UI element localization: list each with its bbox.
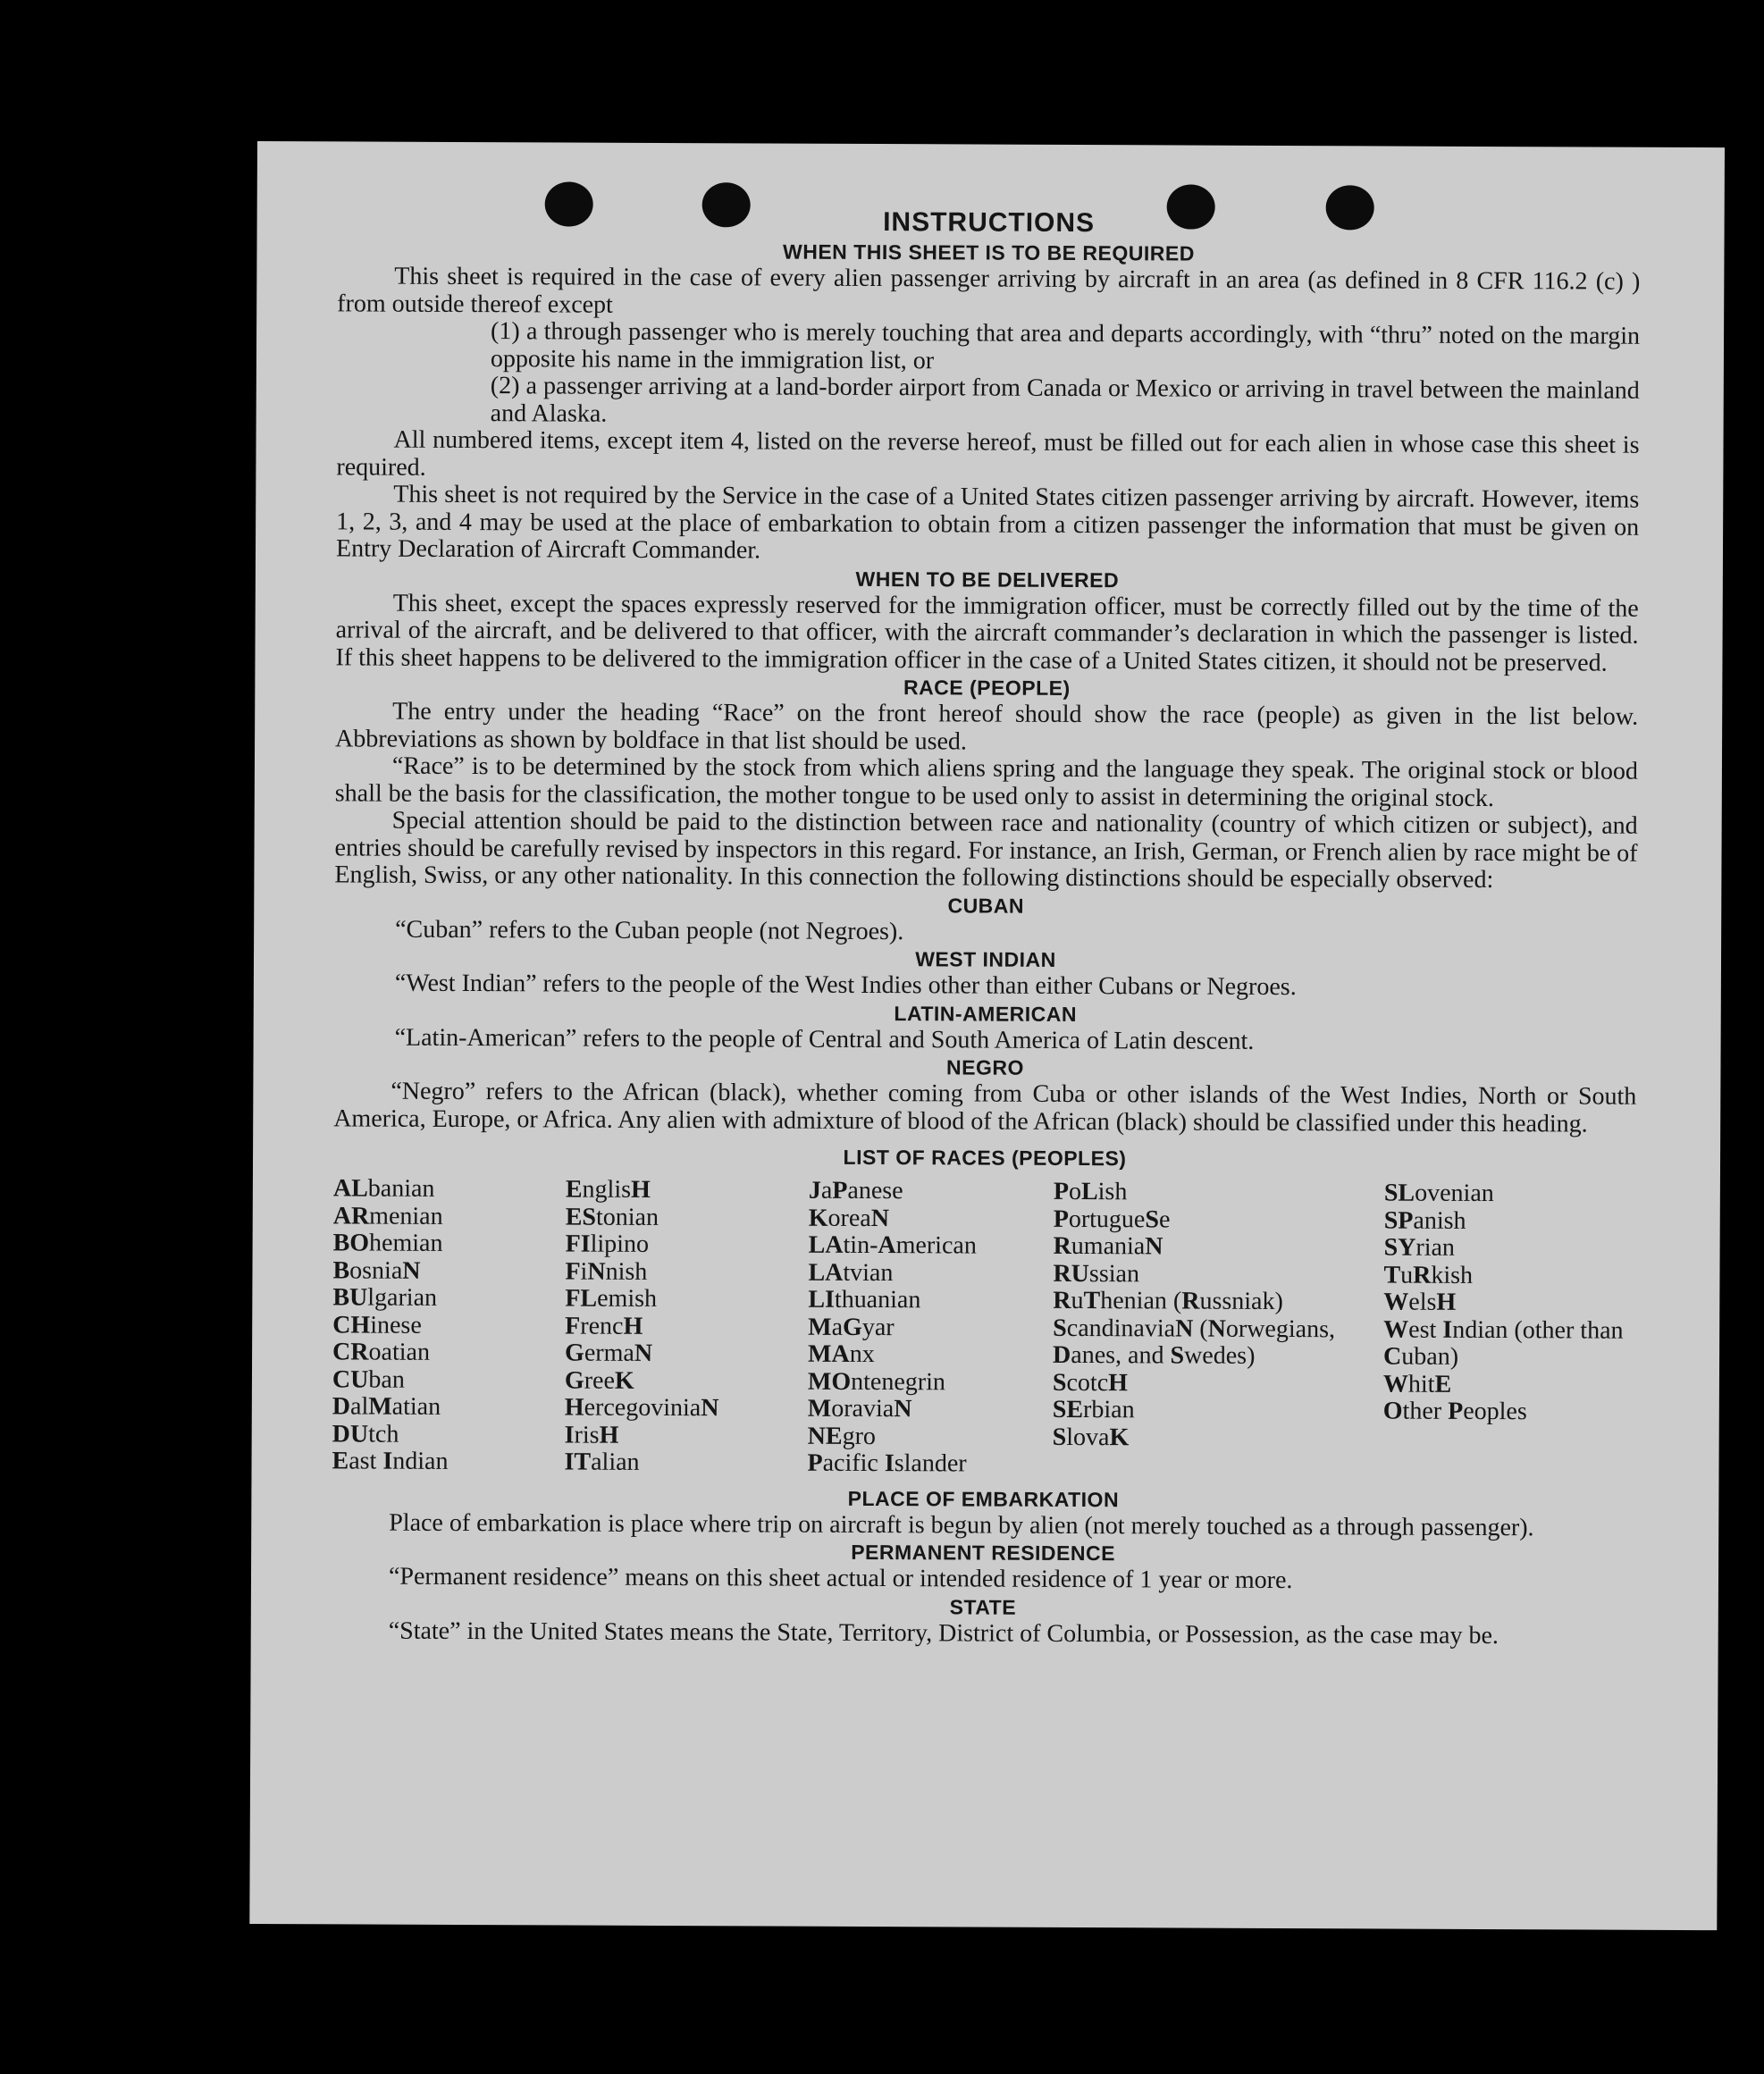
race-column <box>1052 1179 1383 1480</box>
race-entry: KoreaN <box>808 1204 890 1232</box>
race-entry: JaPanese <box>808 1176 903 1205</box>
race-entry: FLemish <box>565 1284 658 1313</box>
paragraph: “Permanent residence” means on this sheet actual or intended residence of 1 year or more. <box>388 1562 1293 1595</box>
race-entry: DUtch <box>332 1419 399 1448</box>
paragraph: “Negro” refers to the African (black), whether coming from Cuba or other islands of the West Indies, North or South America, Europe, or Africa. Any alien with admixture of blood of the African (black) should be classified under this heading. <box>333 1077 1637 1138</box>
race-entry: RuThenian (Russniak) <box>1053 1286 1283 1316</box>
race-entry: East Indian <box>332 1447 449 1475</box>
definition: “Latin-American” refers to the people of Central and South America of Latin descent. <box>394 1023 1255 1055</box>
race-entry: SErbian <box>1052 1395 1135 1424</box>
race-entry: West Indian (other than Cuban) <box>1383 1315 1624 1371</box>
race-entry: BUlgarian <box>332 1283 438 1312</box>
race-entry: MAnx <box>808 1339 875 1369</box>
paragraph: “Race” is to be determined by the stock from which aliens spring and the language they speak. The original stock or blood shall be the basis for the classification, the mother tongue to be used only to assist in determining the original stock. <box>334 752 1639 812</box>
race-entry: BOhemian <box>332 1229 443 1257</box>
race-entry: RUssian <box>1053 1259 1140 1288</box>
race-entry: SlovaK <box>1052 1423 1130 1451</box>
race-entry: FIlipino <box>565 1230 650 1258</box>
paragraph: “State” in the United States means the State, Territory, District of Columbia, or Possession, as the case may be. <box>388 1616 1499 1650</box>
race-entry: CRoatian <box>332 1338 431 1366</box>
race-entry: PortugueSe <box>1053 1205 1171 1233</box>
race-entry: GreeK <box>564 1366 634 1395</box>
race-entry: ScandinaviaN (Norwegians, Danes, and Swedes) <box>1053 1314 1336 1370</box>
race-entry: ALbanian <box>332 1174 435 1203</box>
paragraph: This sheet is not required by the Service in the case of a United States citizen passenger arriving by aircraft. However, items 1, 2, 3, and 4 may be used at the place of embarkation to obtain from a citizen passenger the information that must be given on Entry Declaration of Aircraft Commander. <box>335 480 1640 565</box>
race-entry: FiNnish <box>565 1257 648 1286</box>
race-entry: MoraviaN <box>807 1394 912 1423</box>
paragraph: Special attention should be paid to the distinction between race and nationality (country of which citizen or subject), and entries should be carefully revised by inspectors in this regard. For instance, an Irish, German, or French alien by race might be of English, Swiss, or any other nationality. In this connection the following distinctions should be especially observed: <box>334 806 1638 894</box>
race-entry: LAtin-American <box>808 1230 977 1260</box>
section-heading: CUBAN <box>947 893 1025 918</box>
race-list <box>332 1175 1635 1481</box>
race-entry: ARmenian <box>332 1201 443 1230</box>
race-entry: GermaN <box>565 1339 653 1367</box>
section-heading: WHEN THIS SHEET IS TO BE REQUIRED <box>783 239 1195 265</box>
race-entry: EStonian <box>565 1203 659 1231</box>
race-entry: WhitE <box>1382 1370 1452 1398</box>
race-entry: Other Peoples <box>1382 1397 1527 1426</box>
page-title: INSTRUCTIONS <box>883 207 1096 239</box>
section-heading: WHEN TO BE DELIVERED <box>855 567 1120 592</box>
race-entry: FrencH <box>565 1312 643 1340</box>
paragraph: The entry under the heading “Race” on the front hereof should show the race (people) as given in the list below. Abbreviations as shown by boldface in that list should be used. <box>335 697 1639 755</box>
race-entry: TuRkish <box>1383 1261 1474 1289</box>
race-entry: MOntenegrin <box>807 1367 946 1396</box>
paragraph: Place of embarkation is place where trip on aircraft is begun by alien (not merely touched as a through passenger). <box>389 1508 1534 1541</box>
exception-item: (1) a through passenger who is merely touching that area and departs accordingly, with “thru” noted on the margin opposite his name in the immigration list, or <box>490 317 1641 374</box>
race-entry: PoLish <box>1053 1177 1128 1206</box>
races-heading: LIST OF RACES (PEOPLES) <box>843 1145 1127 1171</box>
race-entry: IrisH <box>564 1421 619 1449</box>
race-entry: WelsH <box>1383 1288 1457 1316</box>
section-heading: STATE <box>949 1594 1017 1619</box>
race-entry: HercegoviniaN <box>564 1393 719 1423</box>
document-sheet <box>249 141 1725 1930</box>
section-heading: LATIN-AMERICAN <box>894 1001 1078 1026</box>
race-entry: BosniaN <box>332 1255 421 1285</box>
section-heading: WEST INDIAN <box>915 947 1056 971</box>
exception-item: (2) a passenger arriving at a land-border airport from Canada or Mexico or arriving in travel between the mainland and Alaska. <box>490 372 1640 428</box>
race-column <box>332 1175 565 1476</box>
race-entry: LIthuanian <box>808 1285 921 1314</box>
race-entry: NEgro <box>807 1422 877 1450</box>
race-entry: Pacific Islander <box>807 1448 967 1478</box>
instructions-content <box>332 204 1641 1650</box>
race-entry: CHinese <box>332 1310 422 1339</box>
race-entry: CUban <box>332 1364 405 1394</box>
section-heading: PLACE OF EMBARKATION <box>847 1486 1120 1511</box>
section-heading: PERMANENT RESIDENCE <box>851 1540 1116 1566</box>
race-entry: EnglisH <box>565 1175 651 1204</box>
race-entry: LAtvian <box>808 1258 894 1287</box>
paragraph: This sheet is required in the case of every alien passenger arriving by aircraft in an area (as defined in 8 CFR 116.2 (c) ) from outside thereof except <box>337 262 1641 319</box>
race-entry: ScotcH <box>1052 1368 1129 1397</box>
race-entry: SYrian <box>1383 1233 1456 1262</box>
definition: “West Indian” refers to the people of the West Indies other than either Cubans or Negroes. <box>394 969 1297 1002</box>
race-entry: SPanish <box>1383 1206 1466 1235</box>
section-heading: NEGRO <box>946 1055 1024 1079</box>
paragraph: This sheet, except the spaces expressly reserved for the immigration officer, must be correctly filled out by the time of the arrival of the aircraft, and be delivered to that officer, with the aircraft commander’s declaration in which the passenger is listed. If this sheet happens to be delivered to the immigration officer in the case of a United States citizen, it should not be preserved. <box>335 589 1639 677</box>
section-heading: RACE (PEOPLE) <box>903 676 1071 700</box>
race-entry: RumaniaN <box>1053 1231 1163 1261</box>
race-entry: DalMatian <box>332 1392 441 1421</box>
race-column <box>564 1177 808 1478</box>
race-column <box>807 1178 1053 1479</box>
race-column <box>1382 1180 1635 1482</box>
race-entry: ITalian <box>564 1448 640 1476</box>
race-entry: MaGyar <box>808 1313 895 1341</box>
race-entry: SLovenian <box>1383 1179 1494 1208</box>
paragraph: All numbered items, except item 4, listed on the reverse hereof, must be filled out for each alien in whose case this sheet is required. <box>336 425 1640 482</box>
definition: “Cuban” refers to the Cuban people (not Negroes). <box>395 915 904 945</box>
